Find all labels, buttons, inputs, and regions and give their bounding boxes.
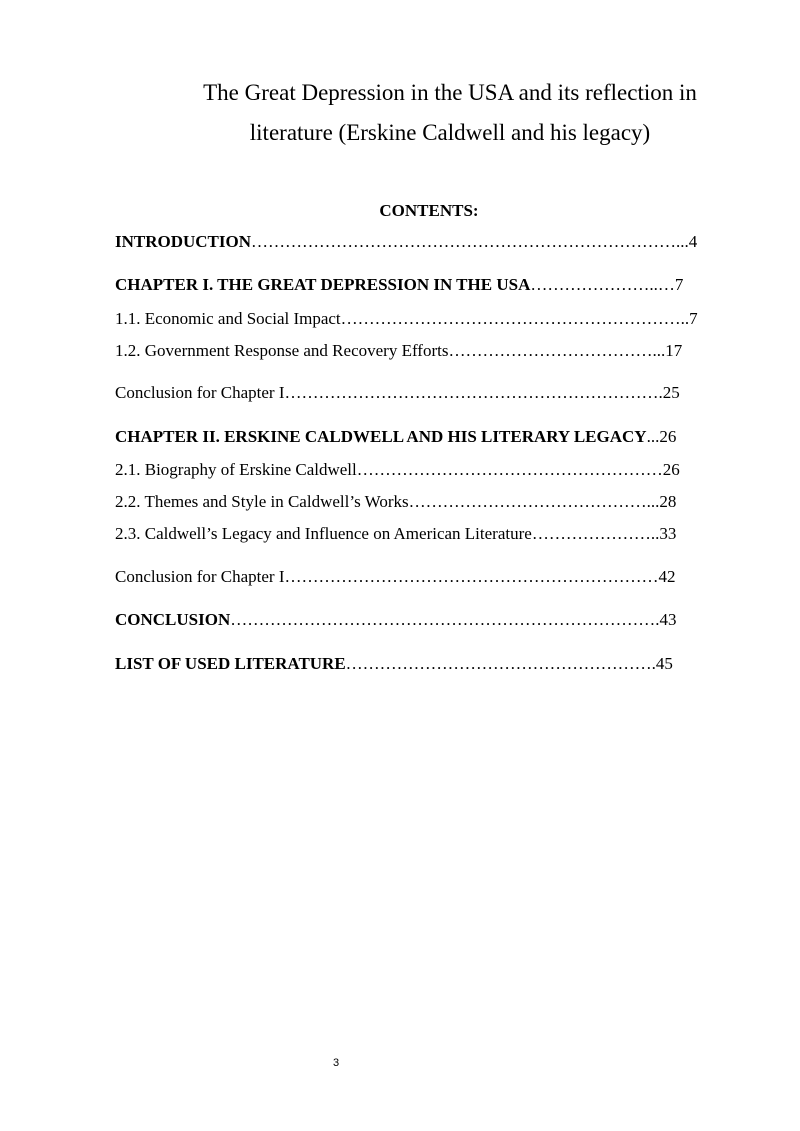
toc-page-number: 25 <box>662 383 680 402</box>
toc-leader-dots: …………………………………………………………………. <box>230 610 660 629</box>
toc-entry-literature[interactable] <box>115 652 673 676</box>
toc-page-number: 26 <box>659 427 677 446</box>
toc-page-number: 33 <box>659 524 677 543</box>
toc-page-number: 7 <box>689 309 698 328</box>
toc-leader-dots: ………………………………………………………… <box>284 567 659 586</box>
toc-entry-text: CONCLUSION <box>115 610 231 629</box>
toc-page-number: 28 <box>659 492 677 511</box>
toc-entry-text: CHAPTER I. THE GREAT DEPRESSION IN THE USA <box>115 275 531 294</box>
toc-entry-text: LIST OF USED LITERATURE <box>115 654 346 673</box>
toc-leader-dots: ………………………………………………. <box>345 654 656 673</box>
page-number: 3 <box>332 1057 340 1069</box>
toc-leader-dots: …………………..… <box>530 275 675 294</box>
toc-entry-conclusion-chapter-1[interactable] <box>115 381 680 405</box>
toc-leader-dots: …………………………………………………………. <box>284 383 663 402</box>
toc-page-number: 17 <box>665 341 683 360</box>
toc-entry-2-3[interactable] <box>115 522 676 546</box>
toc-entry-introduction[interactable] <box>115 230 697 254</box>
toc-page-number: 42 <box>658 567 676 586</box>
toc-leader-dots: ………………………………... <box>448 341 666 360</box>
toc-entry-text: 2.2. Themes and Style in Caldwell’s Works <box>115 492 409 511</box>
toc-entry-conclusion[interactable] <box>115 608 677 632</box>
toc-leader-dots: …………………………………………………….. <box>340 309 690 328</box>
toc-entry-text: INTRODUCTION <box>115 232 252 251</box>
toc-entry-1-1[interactable] <box>115 307 698 331</box>
toc-entry-text: 2.1. Biography of Erskine Caldwell <box>115 460 357 479</box>
toc-entry-text: Conclusion for Chapter I <box>115 567 285 586</box>
toc-entry-1-2[interactable] <box>115 339 682 363</box>
toc-entry-2-1[interactable] <box>115 458 680 482</box>
toc-entry-text: CHAPTER II. ERSKINE CALDWELL AND HIS LITERARY LEGACY <box>115 427 647 446</box>
toc-leader-dots: ……………………………………………… <box>356 460 663 479</box>
contents-heading: CONTENTS: <box>379 201 479 220</box>
toc-page-number: 43 <box>659 610 677 629</box>
toc-leader-dots: ... <box>646 427 660 446</box>
title-line-1: The Great Depression in the USA and its reflection in <box>203 80 697 105</box>
toc-entry-chapter-2[interactable] <box>115 425 676 449</box>
toc-page-number: 7 <box>674 275 684 294</box>
toc-page-number: 4 <box>688 232 698 251</box>
toc-entry-conclusion-chapter-2[interactable] <box>115 565 676 589</box>
toc-page-number: 45 <box>655 654 673 673</box>
toc-entry-2-2[interactable] <box>115 490 676 514</box>
toc-leader-dots: ………………….. <box>531 524 660 543</box>
toc-leader-dots: ……………………………………... <box>408 492 660 511</box>
toc-page-number: 26 <box>662 460 680 479</box>
toc-entry-text: 2.3. Caldwell’s Legacy and Influence on American Literature <box>115 524 532 543</box>
toc-entry-text: 1.2. Government Response and Recovery Efforts <box>115 341 449 360</box>
title-line-2: literature (Erskine Caldwell and his legacy) <box>249 120 651 145</box>
toc-entry-text: Conclusion for Chapter I <box>115 383 285 402</box>
table-of-contents <box>115 0 745 700</box>
toc-entry-chapter-1[interactable] <box>115 273 683 297</box>
toc-entry-text: 1.1. Economic and Social Impact <box>115 309 341 328</box>
toc-leader-dots: …………………………………………………………………... <box>251 232 689 251</box>
